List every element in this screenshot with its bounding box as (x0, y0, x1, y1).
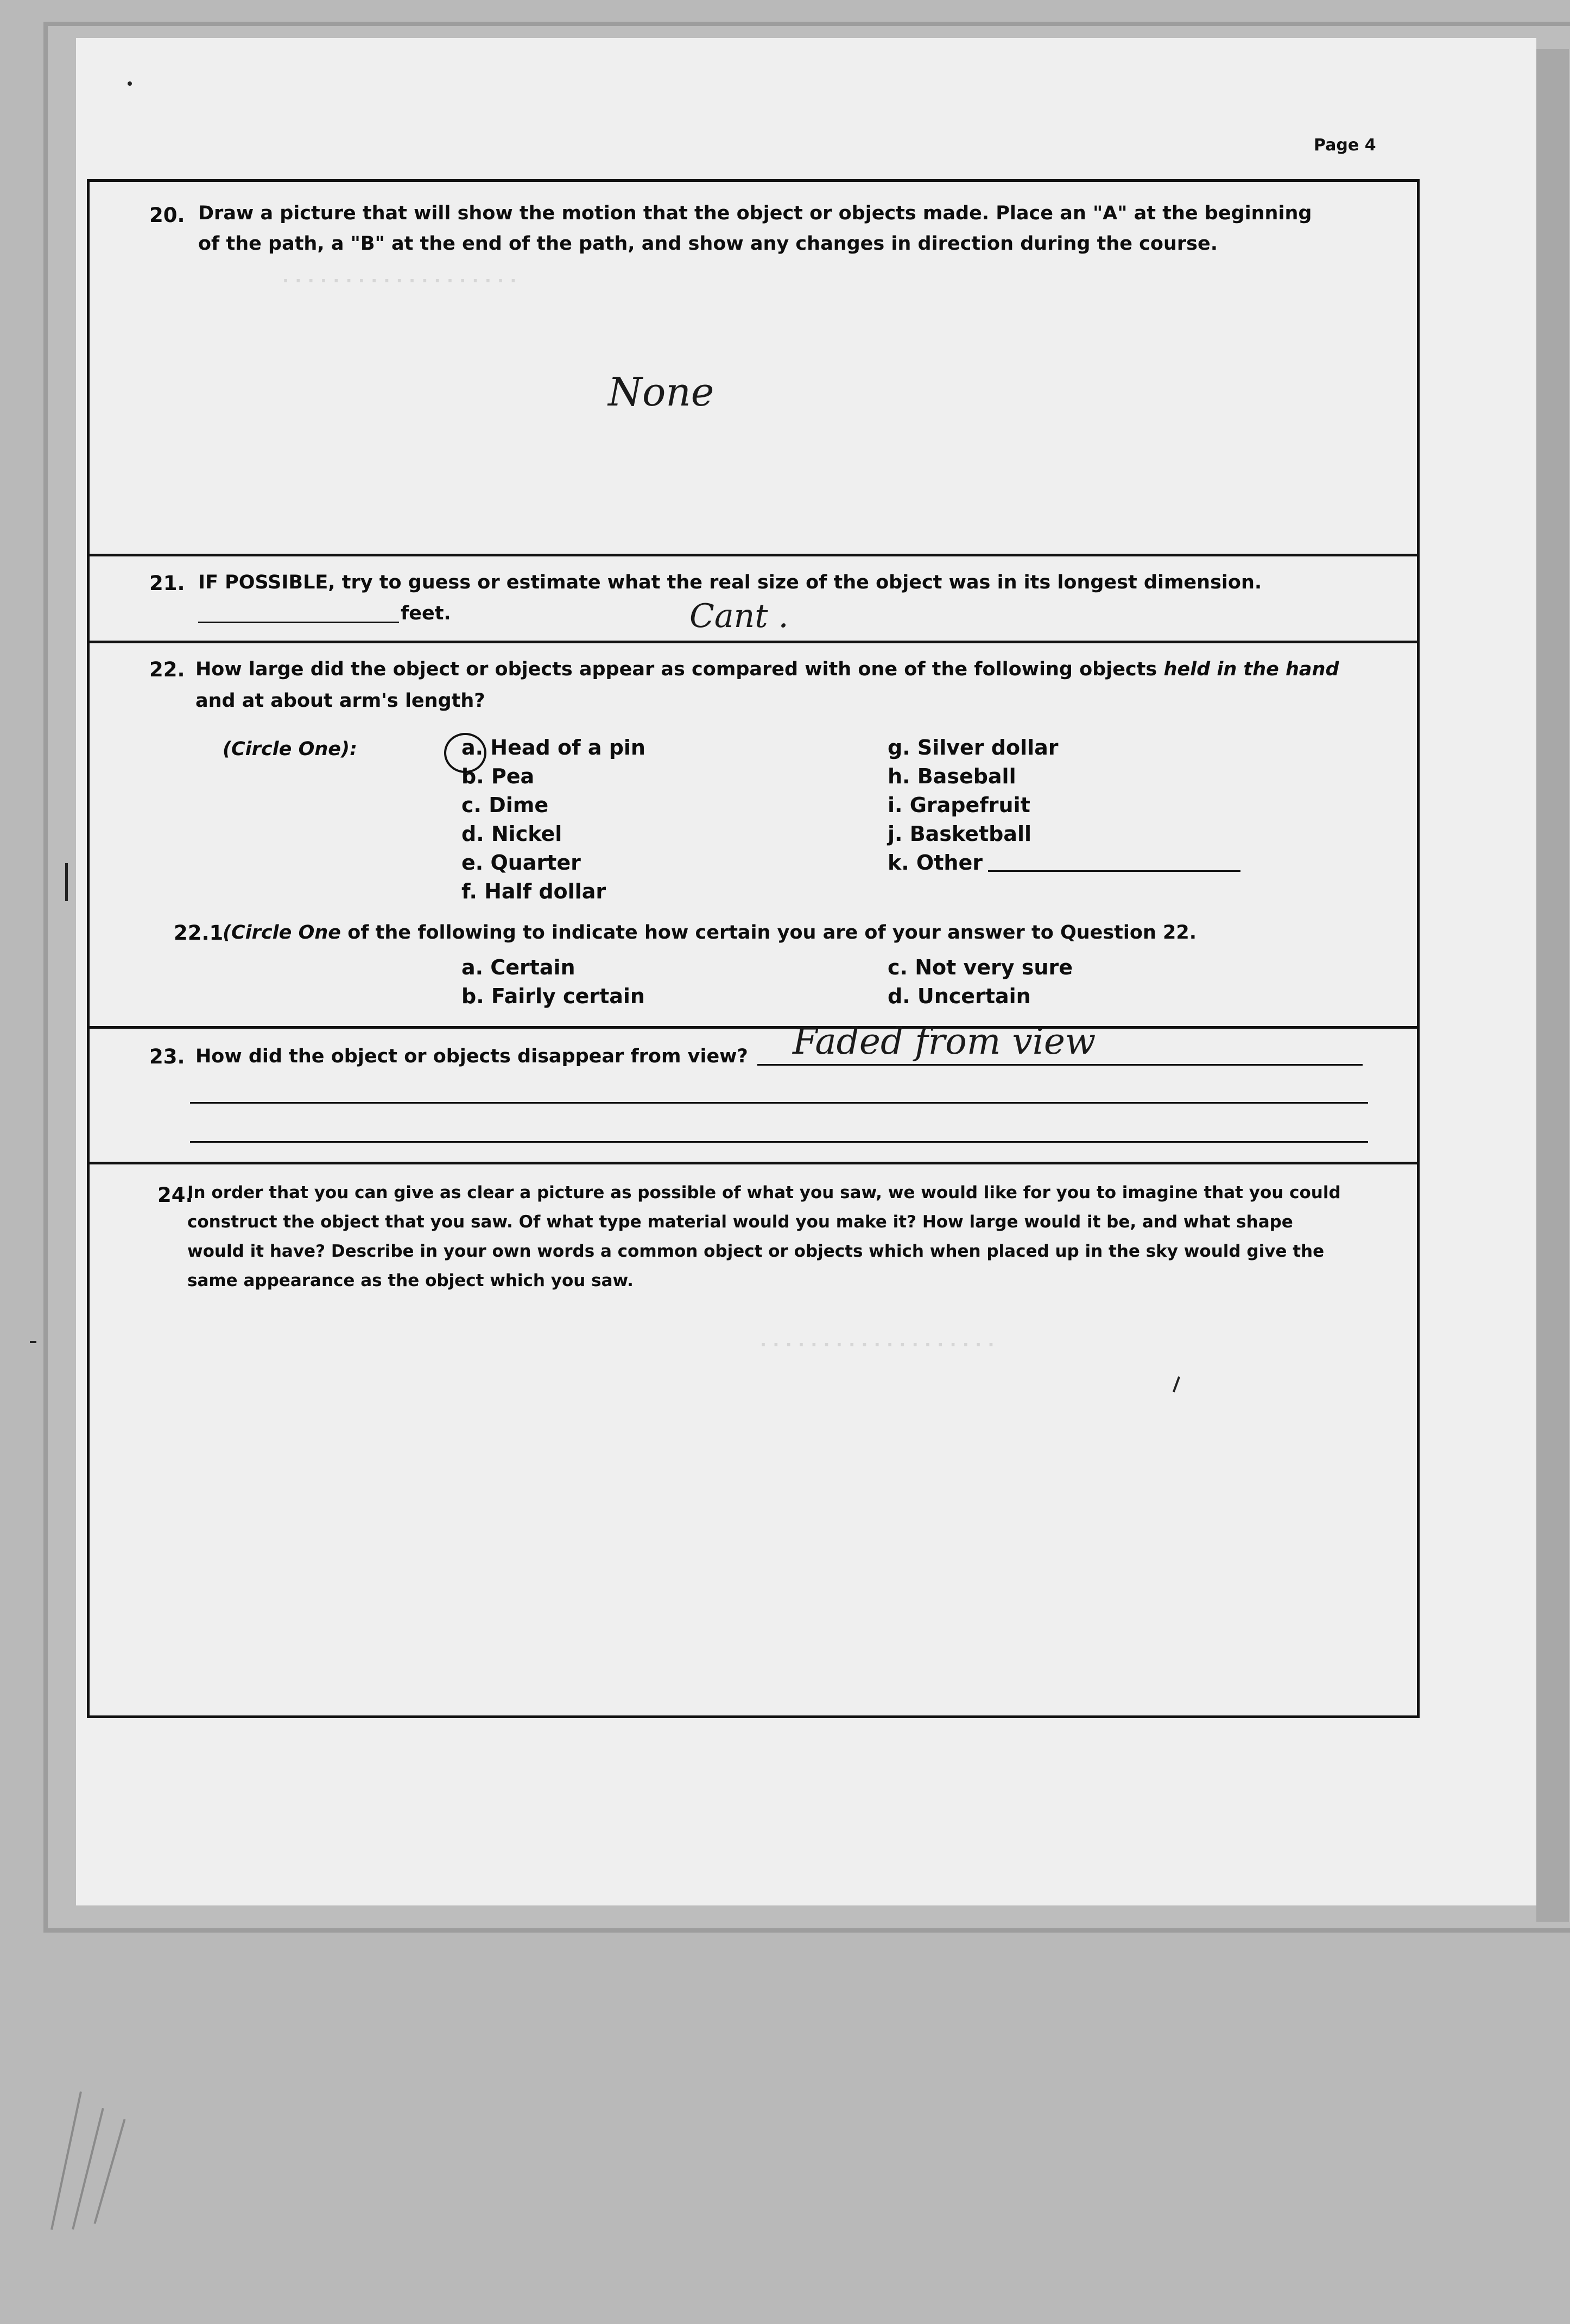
option-quarter[interactable]: e. Quarter (461, 851, 581, 875)
scan-scratch (94, 2119, 126, 2224)
option-half-dollar[interactable]: f. Half dollar (461, 879, 606, 903)
question-23-answer-line-3[interactable] (190, 1141, 1368, 1143)
option-basketball[interactable]: j. Basketball (888, 822, 1031, 846)
question-22-1-text-italic: (Circle One (223, 922, 341, 943)
option-not-very-sure[interactable]: c. Not very sure (888, 955, 1073, 979)
question-21-unit: feet. (401, 603, 451, 624)
question-22-1-text-plain: of the following to indicate how certain you are of your answer to Question 22. (341, 922, 1197, 943)
question-22-text-italic: held in the hand (1163, 658, 1339, 680)
question-23-answer-line-2[interactable] (190, 1102, 1368, 1104)
bleed-through-text: . . . . . . . . . . . . . . . . . . . (760, 1330, 995, 1351)
question-23-text: How did the object or objects disappear from view? (195, 1046, 748, 1067)
question-22-instruction: (Circle One): (223, 738, 358, 760)
scan-artifact (30, 1341, 36, 1343)
question-24-text-line2: construct the object that you saw. Of what type material would you make it? How large would it be, and what shape (187, 1212, 1293, 1232)
sheet-edge-shadow (1536, 49, 1569, 1922)
question-20-text-line2: of the path, a "B" at the end of the path, and show any changes in direction during the course. (198, 233, 1218, 255)
question-21-answer-line[interactable] (198, 622, 399, 623)
question-22-1-text (223, 917, 1197, 948)
option-baseball[interactable]: h. Baseball (888, 764, 1016, 788)
question-20-answer: None (608, 369, 714, 415)
option-certain[interactable]: a. Certain (461, 955, 575, 979)
scan-artifact (65, 863, 68, 901)
question-21-number: 21. (149, 572, 185, 595)
question-23-answer-line-1[interactable] (757, 1064, 1363, 1066)
question-23-answer: Faded from view (793, 1021, 1096, 1062)
section-divider (90, 554, 1417, 556)
scan-artifact (128, 81, 132, 86)
option-dime[interactable]: c. Dime (461, 793, 549, 817)
option-other-line[interactable] (988, 870, 1240, 872)
question-20-number: 20. (149, 204, 185, 227)
question-24-text-line4: same appearance as the object which you saw. (187, 1271, 634, 1290)
bleed-through-text: . . . . . . . . . . . . . . . . . . . (282, 266, 517, 287)
question-24-text-line1: In order that you can give as clear a picture as possible of what you saw, we would like for you to imagine that you could (187, 1183, 1341, 1202)
page-number: Page 4 (1314, 136, 1376, 155)
question-22-1-number: 22.1 (174, 921, 224, 945)
option-uncertain[interactable]: d. Uncertain (888, 984, 1031, 1008)
option-silver-dollar[interactable]: g. Silver dollar (888, 736, 1059, 759)
question-24-text-line3: would it have? Describe in your own words a common object or objects which when placed up in the sky would give the (187, 1242, 1325, 1261)
option-other[interactable]: k. Other (888, 851, 983, 875)
question-24-number: 24. (157, 1183, 193, 1207)
question-22-text-line1 (195, 654, 1339, 685)
option-nickel[interactable]: d. Nickel (461, 822, 562, 846)
section-divider (90, 1026, 1417, 1029)
option-head-of-pin[interactable]: a. Head of a pin (461, 736, 645, 759)
option-grapefruit[interactable]: i. Grapefruit (888, 793, 1030, 817)
question-23-number: 23. (149, 1045, 185, 1068)
option-fairly-certain[interactable]: b. Fairly certain (461, 984, 645, 1008)
question-21-text: IF POSSIBLE, try to guess or estimate what the real size of the object was in its longest dimension. (198, 572, 1262, 593)
question-20-text-line1: Draw a picture that will show the motion that the object or objects made. Place an "A" at the beginning (198, 202, 1312, 224)
question-21-answer: Cant . (689, 597, 789, 635)
section-divider (90, 641, 1417, 643)
section-divider (90, 1162, 1417, 1164)
option-pea[interactable]: b. Pea (461, 764, 535, 788)
questionnaire-form (87, 179, 1420, 1718)
question-22-text-line2: and at about arm's length? (195, 690, 485, 712)
question-22-number: 22. (149, 658, 185, 681)
question-22-text-plain: How large did the object or objects appear as compared with one of the following objects (195, 658, 1164, 680)
